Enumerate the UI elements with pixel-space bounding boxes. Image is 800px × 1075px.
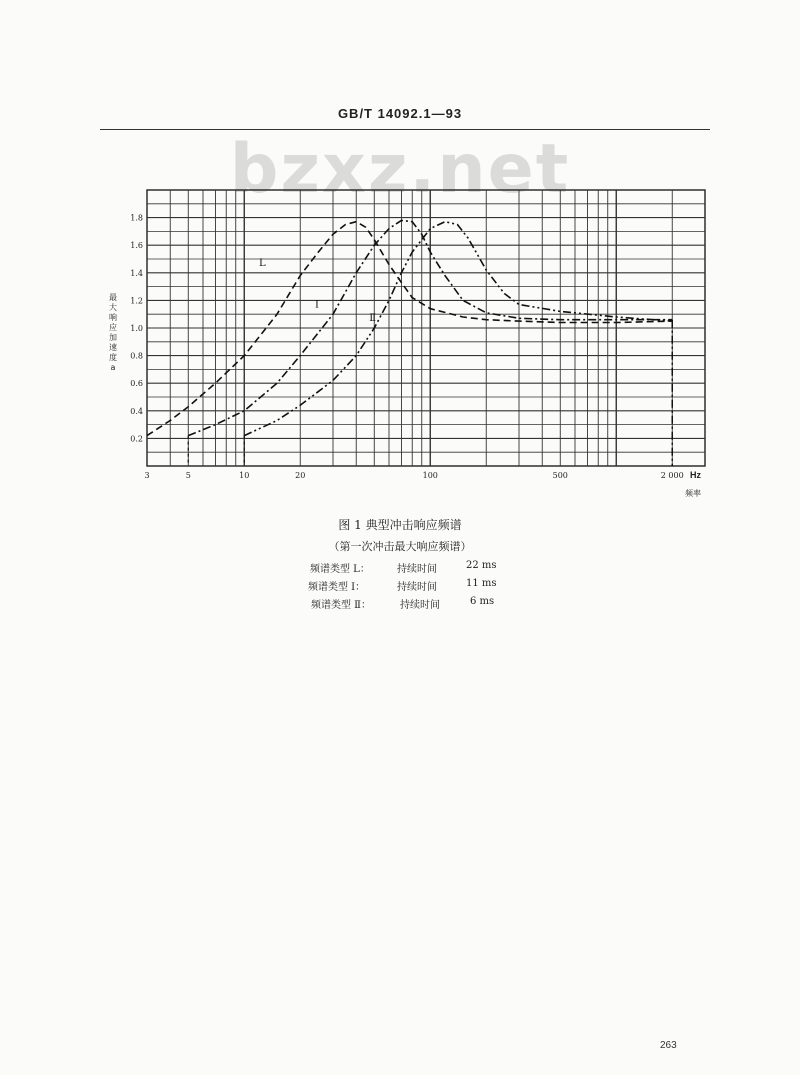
duration-label: 持续时间 [397,582,437,593]
x-tick-label: 3 [144,471,150,480]
duration-value: 11 ms [466,578,497,589]
series-line-0 [147,222,672,436]
series-label: Ⅰ [314,299,319,311]
series-label: Ⅱ [369,313,377,325]
figure-subcaption: （第一次冲击最大响应频谱） [328,540,472,553]
y-tick-label: 0.2 [130,434,143,444]
y-tick-label: 1.4 [130,268,143,278]
figure-caption: 图 1 典型冲击响应频谱 [338,518,462,532]
x-tick-label: 20 [295,471,306,480]
duration-value: 22 ms [466,560,497,571]
y-axis-label: 最大响应加速度 a [109,293,117,372]
y-tick-label: 0.6 [130,379,143,389]
x-tick-label: 5 [185,471,191,480]
y-tick-label: 1.6 [130,241,143,251]
x-tick-label: 10 [239,471,250,480]
y-tick-label: 0.4 [130,406,143,416]
standard-header: GB/T 14092.1—93 [337,106,463,121]
x-tick-label: 100 [422,471,438,480]
duration-label: 持续时间 [400,600,440,611]
spectrum-row-2 [0,596,800,610]
x-tick-label: 500 [552,471,568,480]
response-spectrum-chart [0,0,800,520]
page-number: 263 [660,1040,677,1051]
x-tick-label: 2 000 [660,471,684,480]
spectrum-row-l [0,560,800,574]
y-tick-label: 1.0 [130,324,143,333]
duration-value: 6 ms [470,596,495,607]
spectrum-type-label: 频谱类型 Ⅱ： [311,600,371,611]
y-tick-label: 1.8 [130,213,143,223]
duration-label: 持续时间 [397,564,437,575]
chart-grid [147,190,705,466]
x-axis-label: 频率 [685,489,701,498]
spectrum-row-1 [0,578,800,592]
chart-ticks [130,214,683,480]
watermark: bzxz.net [229,130,571,209]
spectrum-type-label: 频谱类型 Ⅰ： [308,582,366,593]
series-label: L [258,257,266,269]
y-tick-label: 0.8 [130,351,143,361]
chart-labels [109,258,701,498]
x-unit-label: Hz [690,470,701,480]
spectrum-type-label: 频谱类型 L： [310,564,370,575]
y-tick-label: 1.2 [130,296,143,306]
